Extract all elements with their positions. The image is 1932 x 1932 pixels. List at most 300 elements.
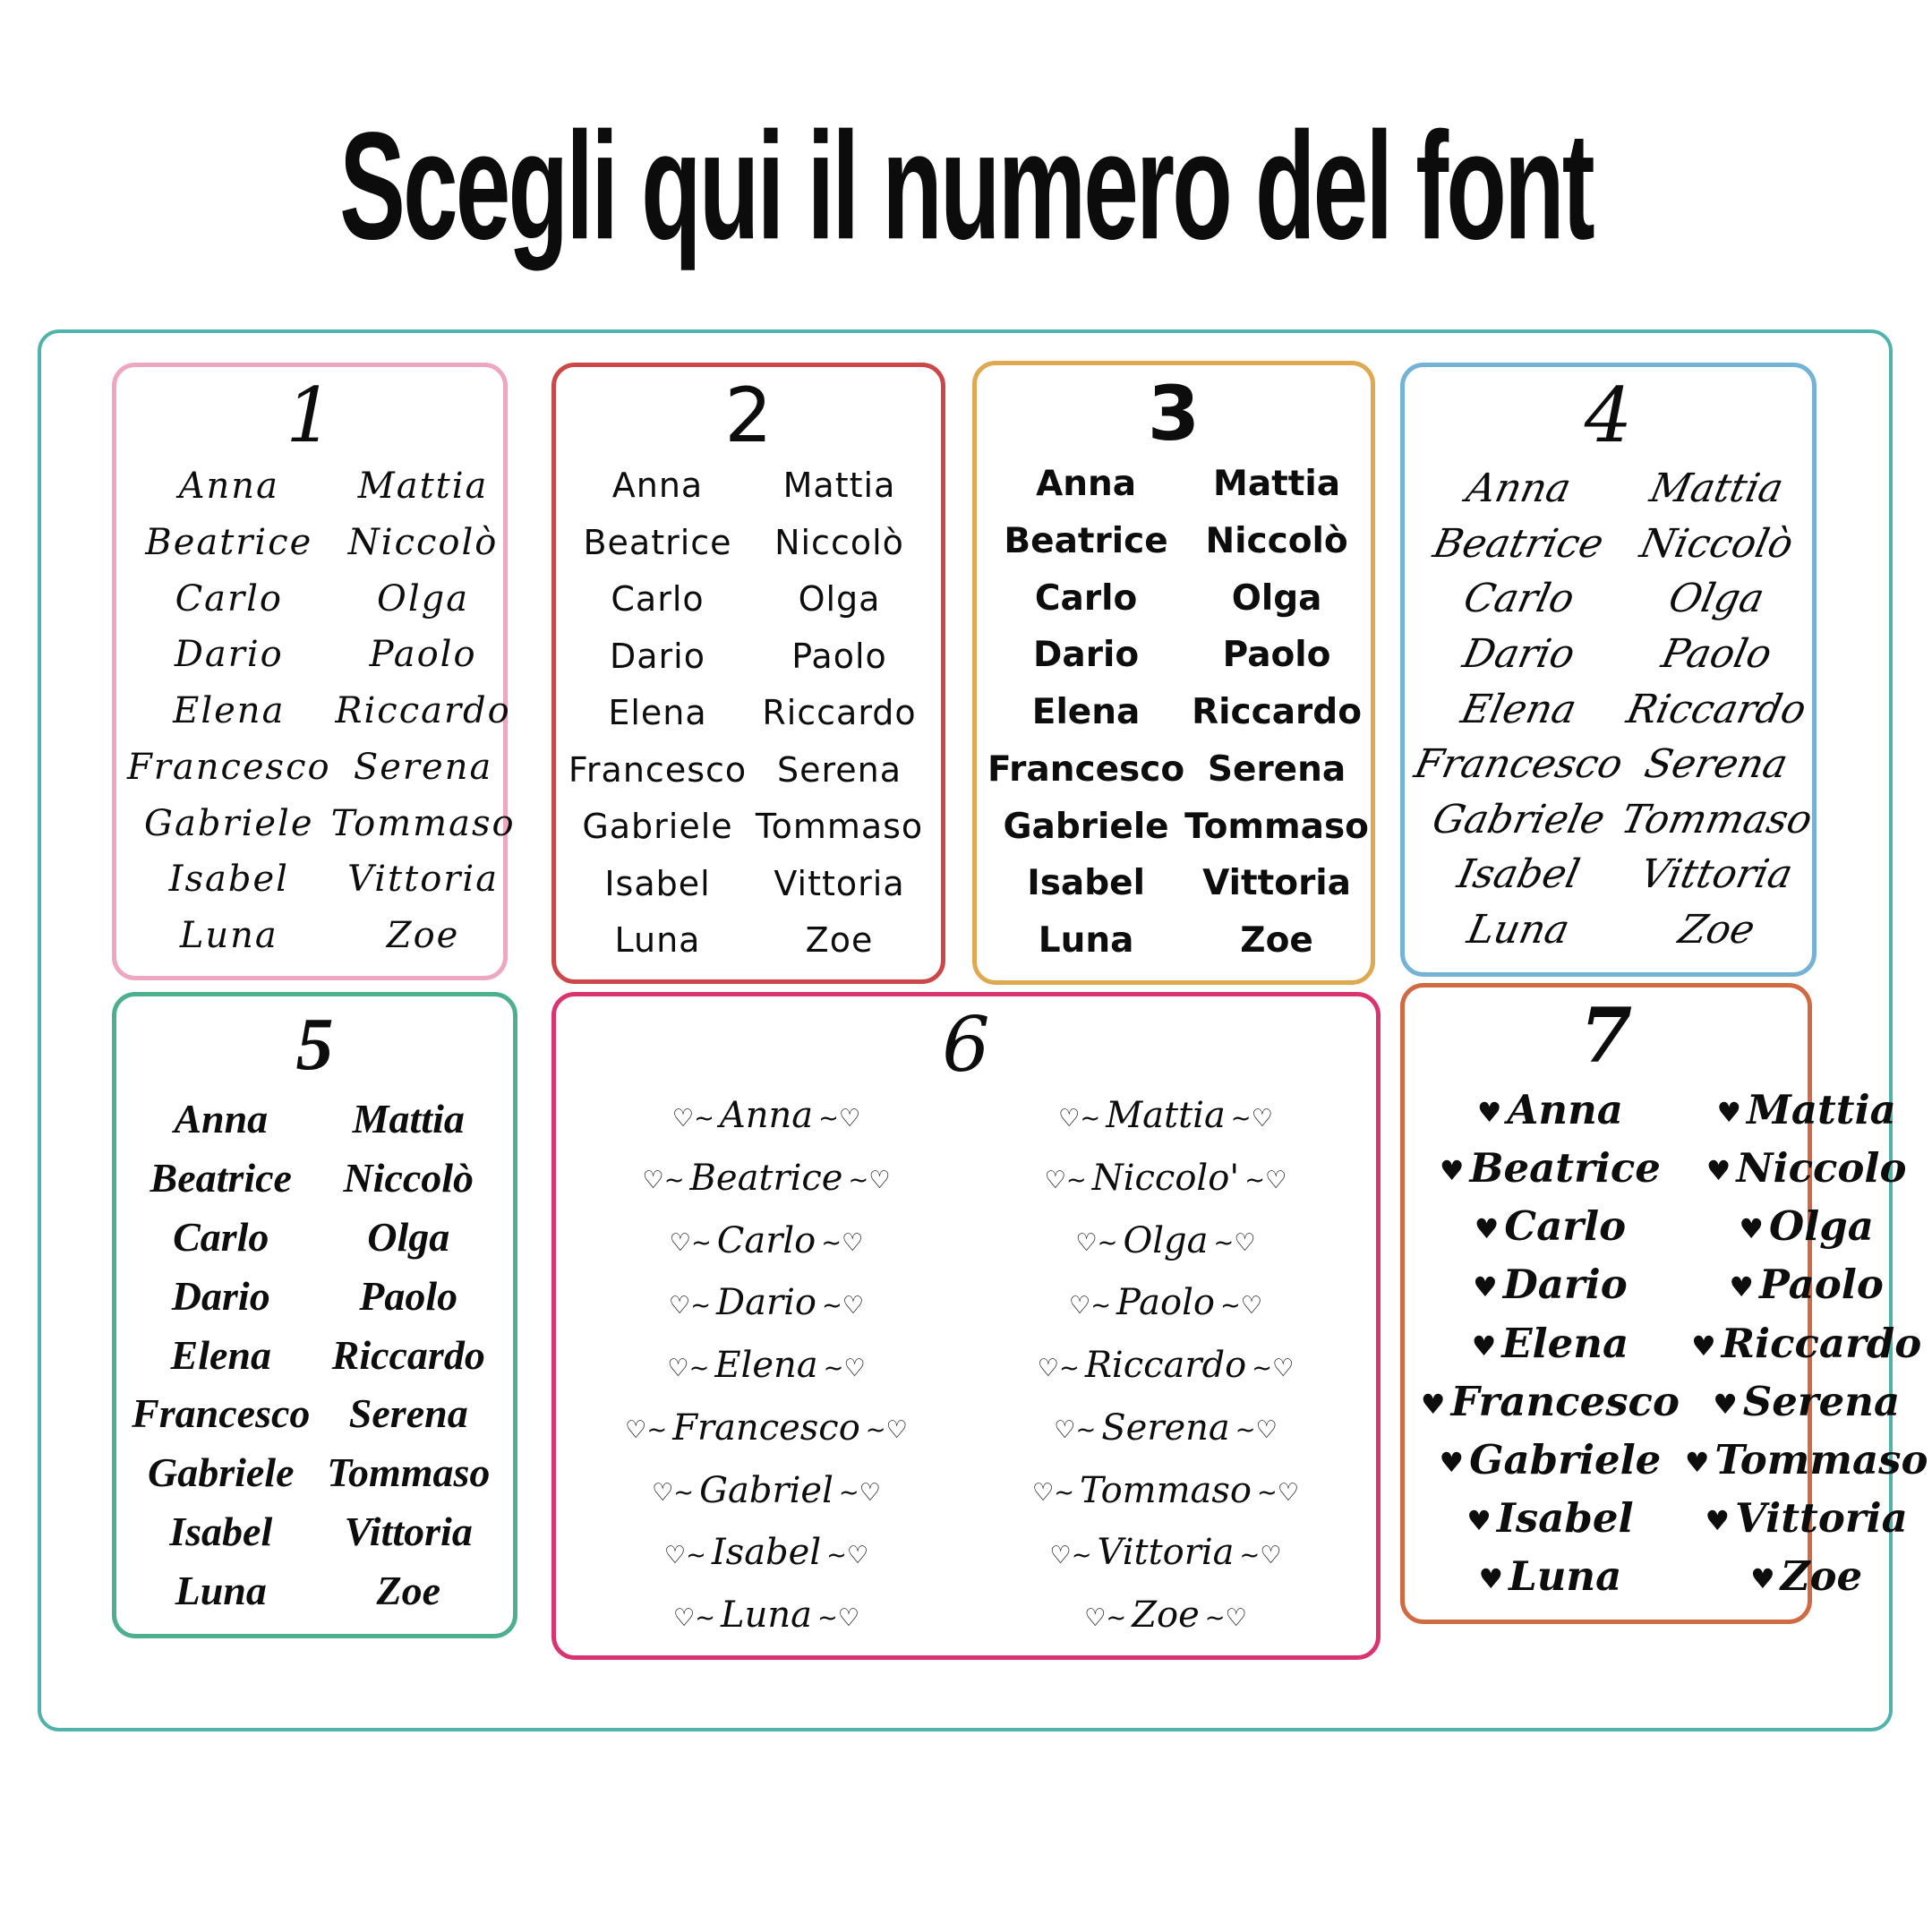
name-sample (1202, 863, 1351, 903)
name-text: Niccolo' (1091, 1157, 1240, 1199)
name-sample (349, 1389, 468, 1437)
name-text: Francesco (568, 749, 748, 790)
name-text: Carlo (1459, 576, 1578, 622)
heart-flourish-icon: ♥ (1439, 1447, 1465, 1479)
heart-flourish-icon: ~♡ (865, 1416, 908, 1445)
heart-flourish-icon: ♥ (1466, 1505, 1492, 1537)
name-columns (987, 464, 1369, 961)
name-text: Dario (1033, 635, 1140, 676)
name-text: Vittoria (1636, 851, 1797, 898)
name-text: Francesco (1410, 741, 1627, 788)
heart-flourish-icon: ♥ (1705, 1156, 1731, 1188)
name-text: Vittoria (344, 1509, 473, 1555)
name-text: Olga (798, 579, 881, 619)
name-sample (1712, 1086, 1896, 1133)
heart-flourish-icon: ♡~ (1037, 1354, 1080, 1382)
name-text: Serena (353, 746, 493, 788)
name-sample (347, 859, 499, 900)
heart-flourish-icon: ~♡ (838, 1479, 882, 1507)
name-text: Luna (175, 1568, 267, 1613)
name-text: Riccardo (1622, 686, 1810, 732)
name-text: Francesco (1450, 1377, 1680, 1425)
name-text: Gabriele (147, 1449, 295, 1496)
name-text: Paolo (1657, 630, 1775, 677)
name-sample (1674, 907, 1759, 953)
heart-flourish-icon: ~♡ (821, 1291, 865, 1320)
name-sample (1434, 1144, 1661, 1192)
name-text: Carlo (175, 577, 284, 620)
font-option-box-4 (1400, 363, 1817, 977)
name-text: Anna (719, 1095, 814, 1136)
name-sample (662, 1345, 871, 1386)
heart-flourish-icon: ♡~ (663, 1541, 706, 1569)
heart-flourish-icon: ~♡ (816, 1603, 860, 1632)
name-sample (1707, 1378, 1900, 1425)
name-column-left (127, 466, 331, 956)
name-sample (604, 864, 710, 903)
name-text: Vittoria (1097, 1532, 1235, 1574)
heart-flourish-icon: ~♡ (1230, 1104, 1273, 1133)
name-sample (774, 523, 904, 562)
heart-flourish-icon: ♥ (1750, 1564, 1775, 1595)
heart-flourish-icon: ♥ (1705, 1505, 1731, 1537)
name-text: Dario (1502, 1261, 1628, 1309)
name-sample (175, 1567, 267, 1614)
name-sample (345, 1508, 473, 1555)
name-text: Beatrice (150, 1154, 292, 1201)
heart-flourish-icon: ♡~ (1058, 1104, 1101, 1133)
name-text: Gabriele (1428, 796, 1610, 842)
name-text: Isabel (1453, 851, 1584, 898)
name-column-left (1410, 466, 1627, 953)
name-text: Mattia (1747, 1086, 1896, 1133)
name-text: Isabel (1496, 1493, 1634, 1542)
name-sample (370, 634, 477, 675)
name-sample (171, 1331, 271, 1379)
name-text: Niccolò (1636, 520, 1797, 567)
name-text: Carlo (1034, 577, 1138, 619)
name-sample (664, 1220, 869, 1261)
name-text: Gabriele (1003, 806, 1169, 847)
name-sample (1033, 635, 1139, 675)
name-sample (568, 750, 747, 790)
name-text: Paolo (1116, 1282, 1215, 1324)
name-sample (1461, 1494, 1633, 1542)
name-sample (180, 915, 278, 956)
name-sample (348, 522, 499, 563)
name-sample (172, 1272, 270, 1320)
name-text: Tommaso (330, 802, 516, 844)
name-sample (659, 1532, 875, 1573)
name-sample (145, 522, 312, 563)
name-text: Serena (348, 1390, 468, 1437)
name-text: Olga (1231, 577, 1322, 619)
name-text: Niccolò (343, 1154, 474, 1201)
name-sample (1457, 686, 1581, 732)
name-text: Francesco (132, 1390, 311, 1437)
name-sample (1434, 1436, 1662, 1483)
name-text: Serena (1742, 1377, 1901, 1425)
name-text: Gabriele (582, 807, 733, 846)
name-sample (615, 920, 701, 960)
name-sample (777, 750, 902, 790)
name-sample (1453, 851, 1584, 898)
name-sample (1474, 1552, 1622, 1600)
name-sample (332, 1331, 485, 1379)
name-text: Olga (367, 1213, 450, 1260)
name-sample (1032, 1345, 1300, 1386)
name-text: Beatrice (145, 521, 313, 563)
heart-flourish-icon: ♡~ (1031, 1479, 1074, 1507)
name-sample (612, 466, 703, 505)
font-option-box-3 (972, 361, 1375, 985)
name-text: Vittoria (1202, 863, 1351, 904)
name-text: Vittoria (347, 859, 500, 901)
name-sample (1429, 520, 1608, 567)
heart-flourish-icon: ♡~ (668, 1291, 712, 1320)
name-sample (1459, 576, 1578, 622)
name-sample (1027, 863, 1145, 903)
name-text: Carlo (173, 1213, 269, 1260)
name-sample (1680, 1436, 1928, 1483)
heart-flourish-icon: ~♡ (1244, 1167, 1287, 1195)
name-text: Tommaso (1184, 806, 1369, 847)
name-sample (1039, 920, 1134, 961)
name-text: Dario (716, 1282, 816, 1324)
heart-flourish-icon: ♡~ (625, 1416, 668, 1445)
name-text: Elena (173, 690, 286, 731)
name-sample (1636, 851, 1797, 898)
name-sample (1035, 578, 1137, 619)
name-sample (583, 523, 731, 562)
name-column-right (315, 1095, 503, 1614)
name-text: Elena (608, 693, 707, 732)
name-sample (1070, 1220, 1261, 1261)
name-sample (1636, 520, 1797, 567)
name-sample (1027, 1470, 1304, 1511)
name-text: Tommaso (1617, 796, 1817, 842)
name-sample (1622, 686, 1810, 732)
heart-flourish-icon: ♡~ (672, 1603, 716, 1632)
name-text: Elena (714, 1345, 818, 1386)
name-text: Serena (776, 749, 902, 790)
name-text: Elena (1031, 692, 1141, 732)
name-column-right (1184, 464, 1369, 961)
name-sample (335, 690, 510, 731)
name-sample (354, 747, 492, 788)
name-sample (1466, 1320, 1629, 1367)
name-text: Elena (1501, 1319, 1629, 1367)
name-sample (668, 1594, 865, 1636)
name-sample (1032, 692, 1141, 732)
name-sample (1004, 521, 1167, 561)
name-text: Zoe (805, 920, 874, 960)
name-text: Isabel (604, 863, 711, 903)
heart-flourish-icon: ♡~ (1049, 1541, 1092, 1569)
font-number: 5 (295, 1003, 334, 1086)
name-sample (1053, 1095, 1278, 1136)
name-sample (376, 1567, 440, 1614)
name-text: Carlo (1504, 1202, 1627, 1251)
name-columns (127, 1095, 502, 1614)
font-option-box-2 (551, 363, 945, 984)
name-text: Niccolò (347, 521, 499, 563)
name-sample (1223, 635, 1331, 675)
heart-flourish-icon: ~♡ (823, 1354, 866, 1382)
name-text: Dario (174, 634, 284, 676)
page-title: Scegli qui il numero del font (339, 100, 1593, 271)
name-text: Isabel (169, 1509, 273, 1555)
name-sample (646, 1470, 886, 1511)
name-text: Niccolò (1205, 520, 1348, 561)
heart-flourish-icon: ♥ (1471, 1330, 1497, 1363)
name-text: Serena (1101, 1406, 1230, 1449)
heart-flourish-icon: ♥ (1477, 1098, 1502, 1129)
name-text: Elena (170, 1331, 271, 1378)
name-columns (1410, 466, 1817, 953)
name-sample (987, 749, 1184, 790)
name-column-left (567, 1095, 966, 1636)
name-sample (620, 1407, 913, 1449)
name-text: Serena (1640, 741, 1792, 788)
name-text: Paolo (791, 636, 887, 676)
name-text: Gabriele (144, 802, 314, 844)
heart-flourish-icon: ♡~ (651, 1479, 695, 1507)
name-text: Riccardo (1192, 692, 1363, 732)
name-column-right (331, 466, 516, 956)
name-sample (1048, 1407, 1283, 1449)
name-sample (1458, 630, 1579, 677)
name-sample (1734, 1202, 1874, 1250)
name-sample (1415, 1378, 1680, 1425)
name-text: Tommaso (327, 1449, 491, 1496)
name-sample (327, 1449, 490, 1496)
font-number: 2 (724, 372, 773, 459)
name-sample (756, 807, 923, 846)
name-text: Vittoria (774, 863, 905, 903)
heart-flourish-icon: ♡~ (1044, 1167, 1087, 1195)
name-sample (1208, 749, 1346, 790)
heart-flourish-icon: ♡~ (667, 1354, 710, 1382)
name-sample (127, 747, 331, 788)
name-text: Beatrice (583, 522, 732, 562)
name-sample (1079, 1594, 1252, 1636)
name-sample (1745, 1552, 1862, 1600)
font-number: 4 (1584, 372, 1633, 459)
heart-flourish-icon: ~♡ (1204, 1603, 1247, 1632)
heart-flourish-icon: ♥ (1716, 1098, 1742, 1129)
name-text: Francesco (672, 1406, 860, 1449)
name-text: Olga (1768, 1202, 1874, 1251)
name-sample (173, 690, 285, 731)
name-text: Tommaso (1080, 1469, 1252, 1511)
name-text: Dario (171, 1272, 270, 1319)
heart-flourish-icon: ♡~ (1084, 1603, 1127, 1632)
name-text: Gabriel (699, 1469, 833, 1511)
heart-flourish-icon: ♥ (1713, 1389, 1738, 1421)
name-sample (1205, 521, 1347, 561)
name-columns (567, 466, 930, 960)
name-sample (1192, 692, 1362, 732)
heart-flourish-icon: ~♡ (826, 1541, 869, 1569)
name-text: Anna (174, 1096, 269, 1141)
name-text: Isabel (711, 1532, 822, 1574)
heart-flourish-icon: ♥ (1473, 1272, 1498, 1304)
heart-flourish-icon: ~♡ (1219, 1291, 1263, 1320)
name-text: Olga (1664, 576, 1768, 622)
name-sample (637, 1158, 895, 1199)
name-sample (608, 693, 706, 732)
name-column-left (987, 464, 1184, 961)
font-option-box-5 (112, 992, 517, 1638)
name-text: Mattia (352, 1096, 465, 1141)
heart-flourish-icon: ~♡ (1213, 1229, 1256, 1257)
name-sample (173, 1213, 269, 1261)
name-text: Zoe (1132, 1594, 1200, 1636)
name-text: Beatrice (1469, 1144, 1661, 1193)
name-sample (144, 803, 313, 844)
heart-flourish-icon: ~♡ (821, 1229, 864, 1257)
name-text: Gabriele (1469, 1435, 1662, 1483)
name-text: Beatrice (1004, 520, 1168, 561)
name-column-left (567, 466, 748, 960)
name-sample (1240, 920, 1313, 961)
name-text: Anna (1462, 466, 1576, 511)
name-column-right (1617, 466, 1817, 953)
name-text: Francesco (127, 746, 331, 788)
name-text: Luna (1038, 920, 1134, 961)
name-sample (610, 637, 705, 676)
name-text: Riccardo (762, 693, 917, 732)
name-column-right (748, 466, 930, 960)
name-sample (1428, 796, 1610, 842)
heart-flourish-icon: ♡~ (669, 1229, 712, 1257)
name-text: Paolo (1758, 1261, 1884, 1309)
name-column-right (966, 1095, 1365, 1636)
heart-flourish-icon: ~♡ (848, 1167, 891, 1195)
name-columns (127, 466, 516, 956)
heart-flourish-icon: ~♡ (1239, 1541, 1282, 1569)
name-text: Elena (1457, 686, 1581, 732)
name-column-right (1680, 1086, 1928, 1600)
name-sample (663, 1282, 869, 1323)
name-text: Riccardo (335, 690, 511, 731)
name-sample (1039, 1158, 1293, 1199)
heart-flourish-icon: ♥ (1440, 1156, 1465, 1188)
name-sample (169, 859, 289, 900)
name-text: Luna (1463, 907, 1574, 953)
name-sample (1646, 466, 1788, 511)
heart-flourish-icon: ~♡ (1235, 1416, 1278, 1445)
heart-flourish-icon: ♥ (1684, 1447, 1710, 1479)
name-sample (1686, 1320, 1921, 1367)
name-columns (1415, 1086, 1928, 1600)
name-text: Luna (721, 1594, 812, 1636)
name-sample (1213, 464, 1340, 504)
name-text: Mattia (782, 466, 896, 505)
name-text: Paolo (359, 1272, 458, 1319)
name-sample (1469, 1202, 1626, 1250)
font-option-box-7 (1400, 983, 1928, 1624)
heart-flourish-icon: ~♡ (1252, 1354, 1295, 1382)
name-text: Anna (1507, 1086, 1623, 1133)
name-sample (774, 864, 904, 903)
name-text: Anna (611, 466, 704, 505)
heart-flourish-icon: ♥ (1739, 1214, 1764, 1246)
name-sample (179, 466, 279, 507)
name-text: Riccardo (1084, 1345, 1247, 1386)
name-text: Mattia (1213, 464, 1341, 504)
name-sample (1640, 741, 1792, 788)
name-sample (1664, 576, 1768, 622)
name-text: Carlo (716, 1219, 816, 1261)
name-sample (132, 1389, 310, 1437)
name-sample (331, 803, 516, 844)
name-text: Riccardo (331, 1331, 485, 1378)
name-sample (1232, 578, 1322, 619)
name-sample (1617, 796, 1817, 842)
name-sample (353, 1095, 465, 1142)
name-text: Luna (614, 920, 701, 960)
name-text: Olga (377, 577, 470, 620)
name-sample (1701, 1144, 1907, 1192)
heart-flourish-icon: ♥ (1729, 1272, 1754, 1304)
name-text: Zoe (1240, 920, 1313, 961)
name-sample (1472, 1086, 1623, 1133)
name-sample (806, 920, 874, 960)
heart-flourish-icon: ♡~ (671, 1104, 714, 1133)
name-sample (1700, 1494, 1908, 1542)
name-sample (1036, 464, 1136, 504)
name-sample (1044, 1532, 1287, 1573)
name-text: Zoe (386, 915, 460, 956)
name-text: Francesco (987, 748, 1185, 790)
heart-flourish-icon: ♡~ (1075, 1229, 1118, 1257)
name-text: Isabel (1027, 863, 1145, 904)
name-column-left (127, 1095, 315, 1614)
name-sample (1463, 907, 1574, 953)
name-text: Tommaso (755, 807, 924, 846)
name-text: Serena (1207, 748, 1346, 790)
name-text: Dario (1458, 630, 1579, 677)
name-sample (1004, 807, 1169, 847)
name-text: Mattia (357, 466, 489, 507)
name-text: Beatrice (689, 1157, 843, 1199)
name-sample (791, 637, 887, 676)
name-text: Mattia (1106, 1095, 1226, 1136)
name-sample (1462, 466, 1576, 511)
name-text: Vittoria (1735, 1493, 1908, 1542)
name-text: Paolo (1222, 635, 1331, 676)
heart-flourish-icon: ♥ (1691, 1330, 1716, 1363)
name-text: Olga (1123, 1219, 1209, 1261)
name-text: Niccolo (1736, 1144, 1907, 1193)
name-sample (367, 1213, 449, 1261)
font-number: 1 (286, 372, 334, 459)
name-text: Riccardo (1721, 1319, 1922, 1367)
name-sample (150, 1154, 292, 1201)
name-sample (387, 915, 460, 956)
name-sample (359, 1272, 457, 1320)
name-text: Zoe (1780, 1552, 1863, 1600)
font-number: 6 (942, 1001, 990, 1089)
heart-flourish-icon: ♥ (1474, 1214, 1500, 1246)
name-sample (1410, 741, 1627, 788)
name-sample (611, 579, 704, 619)
name-sample (799, 579, 881, 619)
name-columns (567, 1095, 1365, 1636)
font-number: 7 (1579, 991, 1633, 1080)
